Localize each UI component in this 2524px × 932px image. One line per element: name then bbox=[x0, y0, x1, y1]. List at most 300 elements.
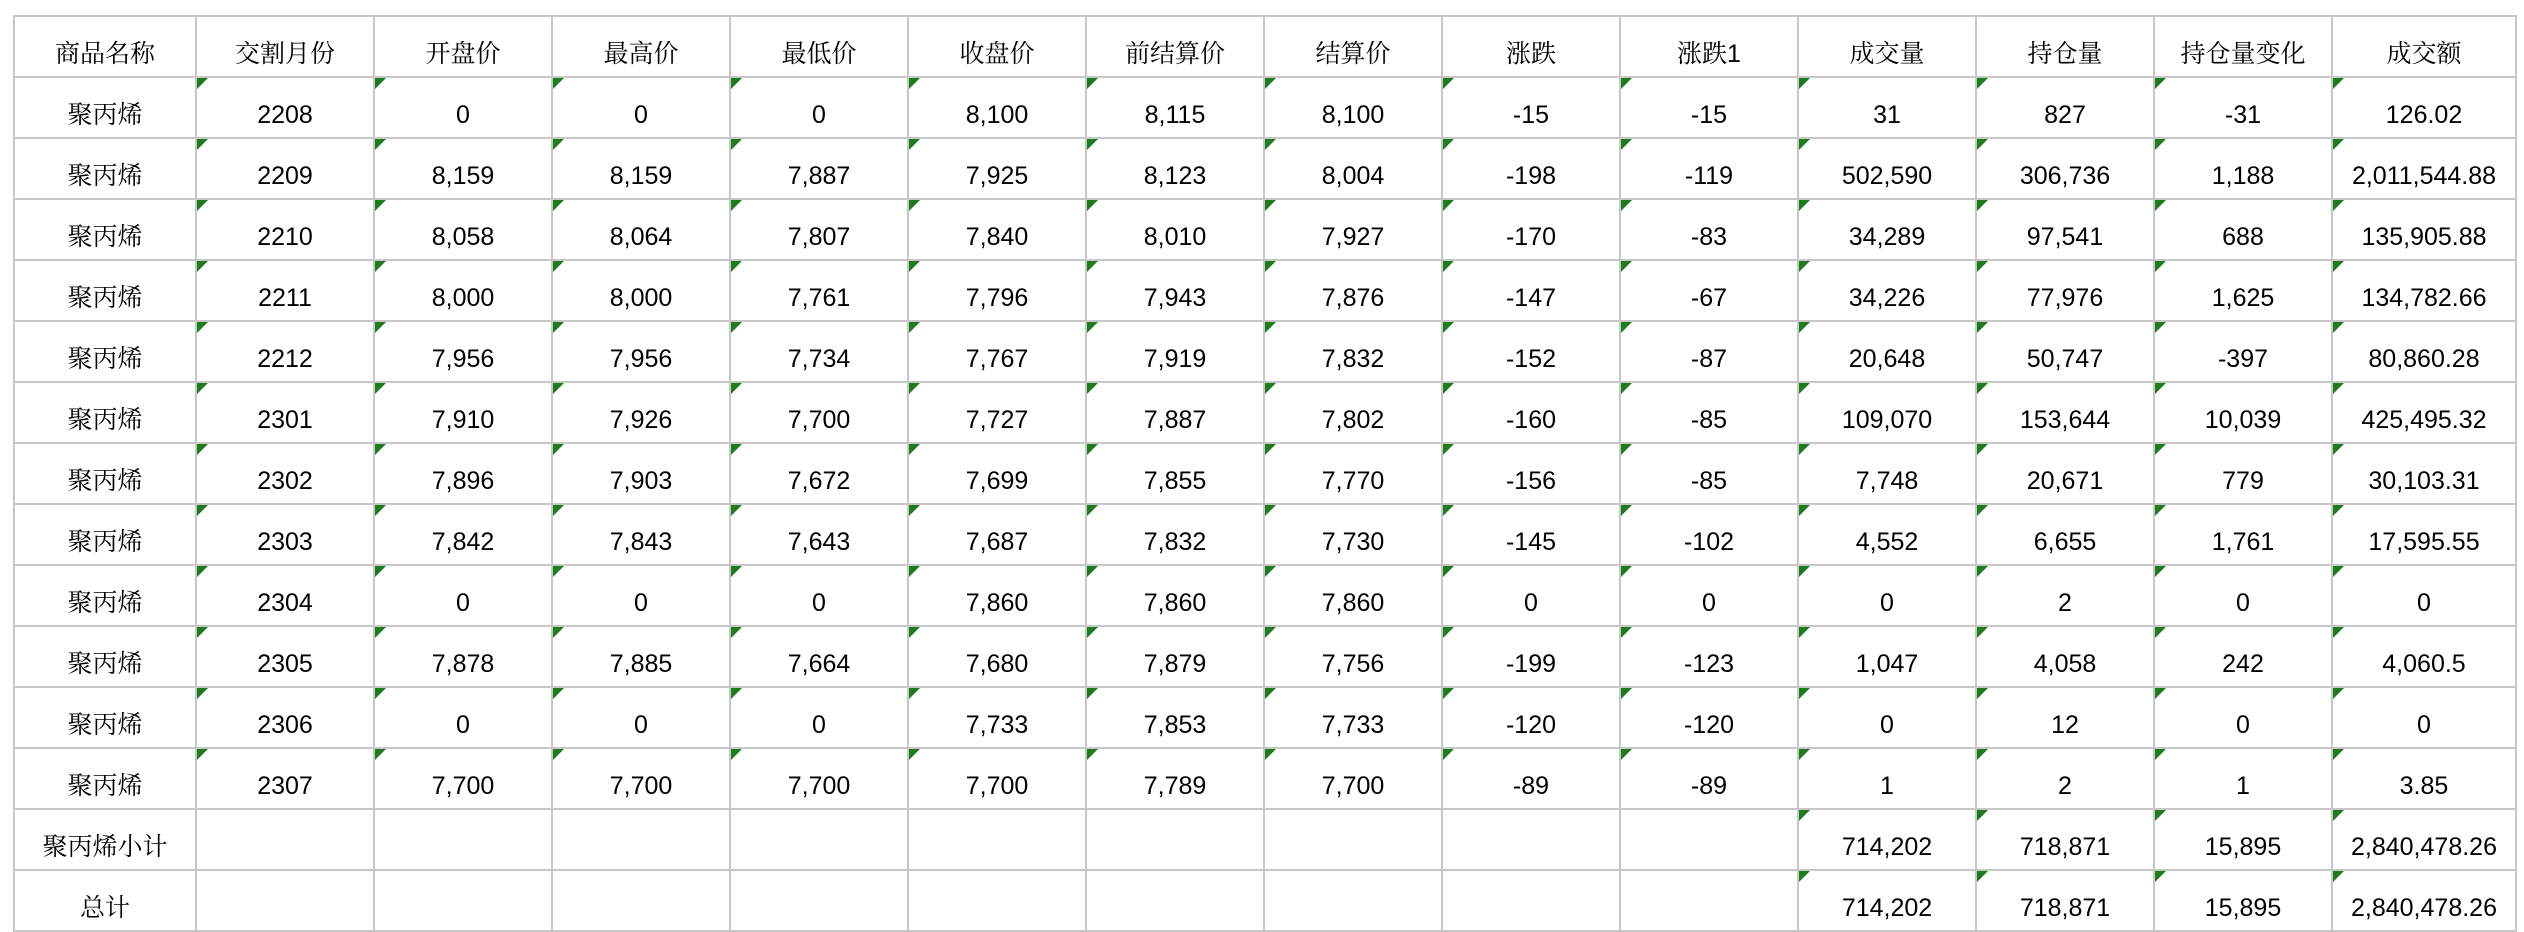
text-format-flag-icon bbox=[553, 627, 564, 638]
table-cell[interactable] bbox=[1798, 321, 1976, 382]
table-cell[interactable] bbox=[2332, 565, 2516, 626]
table-cell[interactable] bbox=[374, 748, 552, 809]
text-format-flag-icon bbox=[1977, 871, 1988, 882]
table-cell[interactable] bbox=[2332, 870, 2516, 931]
table-cell[interactable] bbox=[730, 565, 908, 626]
table-cell[interactable] bbox=[908, 77, 1086, 138]
column-header-cell[interactable]: 结算价 bbox=[1264, 16, 1442, 77]
table-cell[interactable] bbox=[2154, 443, 2332, 504]
table-cell[interactable] bbox=[1798, 504, 1976, 565]
column-header-cell[interactable]: 商品名称 bbox=[14, 16, 196, 77]
table-cell[interactable] bbox=[2154, 870, 2332, 931]
text-format-flag-icon bbox=[1799, 200, 1810, 211]
table-cell[interactable] bbox=[2154, 382, 2332, 443]
table-cell[interactable] bbox=[196, 504, 374, 565]
table-cell[interactable] bbox=[196, 565, 374, 626]
table-cell[interactable] bbox=[1798, 565, 1976, 626]
text-format-flag-icon bbox=[197, 139, 208, 150]
table-cell[interactable] bbox=[1976, 382, 2154, 443]
table-cell[interactable] bbox=[730, 870, 908, 931]
table-cell[interactable] bbox=[1264, 626, 1442, 687]
cell-value: 聚丙烯 bbox=[67, 284, 143, 313]
table-cell[interactable] bbox=[196, 382, 374, 443]
table-cell[interactable] bbox=[1442, 809, 1620, 870]
cell-value: 7,733 bbox=[965, 711, 1029, 740]
table-cell[interactable] bbox=[2332, 809, 2516, 870]
text-format-flag-icon bbox=[375, 200, 386, 211]
commodity-name-cell[interactable] bbox=[14, 504, 196, 565]
table-cell[interactable] bbox=[196, 260, 374, 321]
table-cell[interactable] bbox=[2332, 199, 2516, 260]
column-header-cell[interactable]: 成交额 bbox=[2332, 16, 2516, 77]
column-header-cell[interactable]: 持仓量 bbox=[1976, 16, 2154, 77]
text-format-flag-icon bbox=[731, 78, 742, 89]
commodity-name-cell[interactable] bbox=[14, 748, 196, 809]
table-cell[interactable] bbox=[1976, 809, 2154, 870]
table-cell[interactable] bbox=[908, 260, 1086, 321]
cell-value: 7,876 bbox=[1321, 284, 1385, 313]
column-header-cell[interactable]: 交割月份 bbox=[196, 16, 374, 77]
text-format-flag-icon bbox=[1621, 505, 1632, 516]
cell-value: 7,840 bbox=[965, 223, 1029, 252]
table-cell[interactable] bbox=[2154, 748, 2332, 809]
cell-value: 8,010 bbox=[1143, 223, 1207, 252]
table-cell[interactable] bbox=[730, 260, 908, 321]
commodity-name-cell[interactable] bbox=[14, 138, 196, 199]
table-cell[interactable] bbox=[552, 748, 730, 809]
cell-value: 80,860.28 bbox=[2368, 345, 2480, 374]
column-header-cell[interactable]: 最高价 bbox=[552, 16, 730, 77]
table-cell[interactable] bbox=[1976, 626, 2154, 687]
table-cell[interactable] bbox=[1264, 260, 1442, 321]
table-cell[interactable] bbox=[1442, 565, 1620, 626]
commodity-name-cell[interactable] bbox=[14, 321, 196, 382]
commodity-name-cell[interactable] bbox=[14, 870, 196, 931]
table-cell[interactable] bbox=[1264, 687, 1442, 748]
table-cell[interactable] bbox=[1976, 870, 2154, 931]
table-cell[interactable] bbox=[908, 138, 1086, 199]
table-cell[interactable] bbox=[552, 199, 730, 260]
text-format-flag-icon bbox=[2333, 505, 2344, 516]
text-format-flag-icon bbox=[731, 505, 742, 516]
cell-value: 2210 bbox=[257, 223, 313, 252]
commodity-name-cell[interactable] bbox=[14, 77, 196, 138]
column-header-cell[interactable]: 最低价 bbox=[730, 16, 908, 77]
table-cell[interactable] bbox=[1798, 77, 1976, 138]
text-format-flag-icon bbox=[375, 444, 386, 455]
table-cell[interactable] bbox=[730, 809, 908, 870]
table-cell[interactable] bbox=[730, 504, 908, 565]
text-format-flag-icon bbox=[197, 78, 208, 89]
table-cell[interactable] bbox=[374, 687, 552, 748]
table-cell[interactable] bbox=[2332, 77, 2516, 138]
table-cell[interactable] bbox=[1976, 748, 2154, 809]
table-cell[interactable] bbox=[1976, 565, 2154, 626]
table-cell[interactable] bbox=[1620, 626, 1798, 687]
table-cell[interactable] bbox=[908, 382, 1086, 443]
table-cell[interactable] bbox=[2332, 321, 2516, 382]
cell-value: -87 bbox=[1690, 345, 1728, 374]
text-format-flag-icon bbox=[1443, 261, 1454, 272]
table-cell[interactable] bbox=[1086, 382, 1264, 443]
table-cell[interactable] bbox=[1264, 443, 1442, 504]
table-cell[interactable] bbox=[1620, 565, 1798, 626]
table-cell[interactable] bbox=[1798, 382, 1976, 443]
table-cell[interactable] bbox=[196, 138, 374, 199]
table-cell[interactable] bbox=[552, 687, 730, 748]
table-cell[interactable] bbox=[2332, 138, 2516, 199]
table-cell[interactable] bbox=[1086, 626, 1264, 687]
table-cell[interactable] bbox=[1798, 626, 1976, 687]
column-header-cell[interactable]: 涨跌 bbox=[1442, 16, 1620, 77]
table-cell[interactable] bbox=[1976, 138, 2154, 199]
table-cell[interactable] bbox=[1264, 870, 1442, 931]
table-cell[interactable] bbox=[2154, 77, 2332, 138]
text-format-flag-icon bbox=[909, 627, 920, 638]
cell-value: 0 bbox=[2417, 589, 2431, 618]
text-format-flag-icon bbox=[1621, 749, 1632, 760]
table-cell[interactable] bbox=[2332, 687, 2516, 748]
column-header-cell[interactable]: 前结算价 bbox=[1086, 16, 1264, 77]
cell-value: 0 bbox=[812, 101, 826, 130]
table-cell[interactable] bbox=[374, 321, 552, 382]
text-format-flag-icon bbox=[375, 688, 386, 699]
table-cell[interactable] bbox=[1264, 809, 1442, 870]
table-cell[interactable] bbox=[1976, 321, 2154, 382]
table-cell[interactable] bbox=[1086, 504, 1264, 565]
table-cell[interactable] bbox=[1442, 748, 1620, 809]
text-format-flag-icon bbox=[2333, 749, 2344, 760]
text-format-flag-icon bbox=[197, 505, 208, 516]
table-cell[interactable] bbox=[374, 138, 552, 199]
table-cell[interactable] bbox=[1798, 443, 1976, 504]
table-cell[interactable] bbox=[1264, 321, 1442, 382]
table-cell[interactable] bbox=[552, 626, 730, 687]
text-format-flag-icon bbox=[1087, 200, 1098, 211]
cell-value: 153,644 bbox=[2019, 406, 2111, 435]
table-cell[interactable] bbox=[1620, 504, 1798, 565]
table-cell[interactable] bbox=[2332, 504, 2516, 565]
cell-value: -145 bbox=[1505, 528, 1557, 557]
table-cell[interactable] bbox=[1086, 748, 1264, 809]
table-cell[interactable] bbox=[1442, 504, 1620, 565]
text-format-flag-icon bbox=[2333, 627, 2344, 638]
table-cell[interactable] bbox=[1086, 687, 1264, 748]
table-cell[interactable] bbox=[1442, 77, 1620, 138]
table-cell[interactable] bbox=[1620, 809, 1798, 870]
commodity-name-cell[interactable] bbox=[14, 199, 196, 260]
cell-value: -120 bbox=[1505, 711, 1557, 740]
table-cell[interactable] bbox=[552, 138, 730, 199]
text-format-flag-icon bbox=[1977, 688, 1988, 699]
commodity-name-cell[interactable] bbox=[14, 382, 196, 443]
table-cell[interactable] bbox=[2332, 382, 2516, 443]
table-row bbox=[14, 260, 2516, 321]
cell-value: 0 bbox=[2236, 711, 2250, 740]
cell-value: 7,796 bbox=[965, 284, 1029, 313]
table-cell[interactable] bbox=[196, 809, 374, 870]
cell-value: 0 bbox=[1524, 589, 1538, 618]
table-cell[interactable] bbox=[2332, 626, 2516, 687]
table-cell[interactable] bbox=[730, 321, 908, 382]
table-cell[interactable] bbox=[374, 626, 552, 687]
column-header-cell[interactable]: 开盘价 bbox=[374, 16, 552, 77]
table-cell[interactable] bbox=[2154, 565, 2332, 626]
table-cell[interactable] bbox=[1442, 199, 1620, 260]
table-cell[interactable] bbox=[374, 504, 552, 565]
cell-value: 31 bbox=[1873, 101, 1901, 130]
commodity-name-cell[interactable] bbox=[14, 809, 196, 870]
table-cell[interactable] bbox=[196, 77, 374, 138]
table-cell[interactable] bbox=[1086, 77, 1264, 138]
table-cell[interactable] bbox=[1620, 321, 1798, 382]
cell-value: -120 bbox=[1683, 711, 1735, 740]
table-cell[interactable] bbox=[196, 870, 374, 931]
table-cell[interactable] bbox=[1086, 260, 1264, 321]
cell-value: 2306 bbox=[257, 711, 313, 740]
table-cell[interactable] bbox=[1264, 748, 1442, 809]
text-format-flag-icon bbox=[1799, 627, 1810, 638]
text-format-flag-icon bbox=[1621, 627, 1632, 638]
table-cell[interactable] bbox=[1264, 138, 1442, 199]
table-cell[interactable] bbox=[374, 382, 552, 443]
table-cell[interactable] bbox=[1620, 260, 1798, 321]
cell-value: 3.85 bbox=[2399, 772, 2449, 801]
table-cell[interactable] bbox=[1798, 199, 1976, 260]
table-cell[interactable] bbox=[1976, 260, 2154, 321]
table-cell[interactable] bbox=[1442, 382, 1620, 443]
table-cell[interactable] bbox=[2332, 443, 2516, 504]
column-header-cell[interactable]: 涨跌1 bbox=[1620, 16, 1798, 77]
table-cell[interactable] bbox=[374, 565, 552, 626]
table-cell[interactable] bbox=[374, 260, 552, 321]
table-cell[interactable] bbox=[374, 77, 552, 138]
table-cell[interactable] bbox=[1442, 687, 1620, 748]
commodity-name-cell[interactable] bbox=[14, 626, 196, 687]
table-cell[interactable] bbox=[2154, 199, 2332, 260]
table-cell[interactable] bbox=[1086, 565, 1264, 626]
column-header-cell[interactable]: 成交量 bbox=[1798, 16, 1976, 77]
text-format-flag-icon bbox=[1087, 383, 1098, 394]
table-cell[interactable] bbox=[1264, 382, 1442, 443]
cell-value: 7,767 bbox=[965, 345, 1029, 374]
table-cell[interactable] bbox=[2332, 748, 2516, 809]
table-cell[interactable] bbox=[196, 687, 374, 748]
table-cell[interactable] bbox=[374, 199, 552, 260]
table-cell[interactable] bbox=[1976, 443, 2154, 504]
table-cell[interactable] bbox=[1264, 504, 1442, 565]
text-format-flag-icon bbox=[1443, 200, 1454, 211]
table-cell[interactable] bbox=[1442, 870, 1620, 931]
cell-value: 7,956 bbox=[609, 345, 673, 374]
table-cell[interactable] bbox=[1798, 748, 1976, 809]
cell-value: 0 bbox=[1702, 589, 1716, 618]
table-cell[interactable] bbox=[1086, 321, 1264, 382]
cell-value: -89 bbox=[1512, 772, 1550, 801]
table-cell[interactable] bbox=[196, 443, 374, 504]
table-cell[interactable] bbox=[1620, 687, 1798, 748]
cell-value: 1 bbox=[2236, 772, 2250, 801]
cell-value: 2211 bbox=[258, 284, 312, 313]
table-cell[interactable] bbox=[2154, 809, 2332, 870]
cell-value: 7,832 bbox=[1143, 528, 1207, 557]
cell-value: 7,733 bbox=[1321, 711, 1385, 740]
table-cell[interactable] bbox=[1620, 748, 1798, 809]
column-header-cell[interactable]: 持仓量变化 bbox=[2154, 16, 2332, 77]
cell-value: 2302 bbox=[257, 467, 313, 496]
table-cell[interactable] bbox=[552, 870, 730, 931]
table-cell[interactable] bbox=[730, 626, 908, 687]
table-cell[interactable] bbox=[908, 443, 1086, 504]
cell-value: 7,919 bbox=[1143, 345, 1207, 374]
commodity-name-cell[interactable] bbox=[14, 260, 196, 321]
cell-value: 17,595.55 bbox=[2368, 528, 2480, 557]
table-cell[interactable] bbox=[552, 77, 730, 138]
table-cell[interactable] bbox=[1442, 260, 1620, 321]
table-cell[interactable] bbox=[1086, 138, 1264, 199]
text-format-flag-icon bbox=[2333, 383, 2344, 394]
column-header-cell[interactable]: 收盘价 bbox=[908, 16, 1086, 77]
table-cell[interactable] bbox=[1620, 138, 1798, 199]
table-cell[interactable] bbox=[1086, 443, 1264, 504]
table-cell[interactable] bbox=[908, 687, 1086, 748]
text-format-flag-icon bbox=[909, 505, 920, 516]
commodity-name-cell[interactable] bbox=[14, 565, 196, 626]
table-cell[interactable] bbox=[1442, 138, 1620, 199]
table-cell[interactable] bbox=[908, 199, 1086, 260]
text-format-flag-icon bbox=[2333, 139, 2344, 150]
table-cell[interactable] bbox=[1264, 565, 1442, 626]
table-cell[interactable] bbox=[2154, 138, 2332, 199]
table-cell[interactable] bbox=[730, 748, 908, 809]
table-cell[interactable] bbox=[1976, 199, 2154, 260]
table-row bbox=[14, 199, 2516, 260]
text-format-flag-icon bbox=[2155, 871, 2166, 882]
table-cell[interactable] bbox=[196, 321, 374, 382]
table-cell[interactable] bbox=[2332, 260, 2516, 321]
table-cell[interactable] bbox=[1798, 809, 1976, 870]
table-cell[interactable] bbox=[908, 321, 1086, 382]
cell-value: 1 bbox=[1880, 772, 1894, 801]
table-cell[interactable] bbox=[908, 748, 1086, 809]
table-cell[interactable] bbox=[1620, 77, 1798, 138]
table-cell[interactable] bbox=[730, 77, 908, 138]
table-cell[interactable] bbox=[552, 260, 730, 321]
text-format-flag-icon bbox=[1977, 261, 1988, 272]
table-cell[interactable] bbox=[374, 809, 552, 870]
table-cell[interactable] bbox=[552, 504, 730, 565]
text-format-flag-icon bbox=[1977, 383, 1988, 394]
table-cell[interactable] bbox=[730, 382, 908, 443]
text-format-flag-icon bbox=[375, 139, 386, 150]
cell-value: 聚丙烯 bbox=[67, 711, 143, 740]
text-format-flag-icon bbox=[2333, 78, 2344, 89]
text-format-flag-icon bbox=[1799, 688, 1810, 699]
text-format-flag-icon bbox=[1443, 688, 1454, 699]
table-cell[interactable] bbox=[730, 443, 908, 504]
table-cell[interactable] bbox=[1442, 626, 1620, 687]
table-cell[interactable] bbox=[1620, 382, 1798, 443]
text-format-flag-icon bbox=[1799, 566, 1810, 577]
table-cell[interactable] bbox=[908, 626, 1086, 687]
table-cell[interactable] bbox=[1620, 443, 1798, 504]
table-cell[interactable] bbox=[374, 443, 552, 504]
table-cell[interactable] bbox=[1086, 809, 1264, 870]
table-cell[interactable] bbox=[552, 809, 730, 870]
table-cell[interactable] bbox=[2154, 687, 2332, 748]
table-cell[interactable] bbox=[552, 382, 730, 443]
table-cell[interactable] bbox=[196, 748, 374, 809]
cell-value: 0 bbox=[456, 711, 470, 740]
table-cell[interactable] bbox=[1798, 138, 1976, 199]
text-format-flag-icon bbox=[1443, 627, 1454, 638]
table-cell[interactable] bbox=[730, 138, 908, 199]
commodity-name-cell[interactable] bbox=[14, 687, 196, 748]
table-cell[interactable] bbox=[908, 809, 1086, 870]
table-row bbox=[14, 504, 2516, 565]
cell-value: 聚丙烯 bbox=[67, 528, 143, 557]
table-cell[interactable] bbox=[2154, 260, 2332, 321]
text-format-flag-icon bbox=[2333, 261, 2344, 272]
cell-value: 1,625 bbox=[2211, 284, 2275, 313]
table-row bbox=[14, 382, 2516, 443]
table-cell[interactable] bbox=[908, 870, 1086, 931]
table-cell[interactable] bbox=[908, 565, 1086, 626]
table-cell[interactable] bbox=[552, 443, 730, 504]
table-cell[interactable] bbox=[1620, 199, 1798, 260]
cell-value: 2301 bbox=[257, 406, 313, 435]
table-cell[interactable] bbox=[196, 626, 374, 687]
text-format-flag-icon bbox=[2155, 383, 2166, 394]
table-cell[interactable] bbox=[1264, 199, 1442, 260]
text-format-flag-icon bbox=[553, 505, 564, 516]
table-cell[interactable] bbox=[2154, 626, 2332, 687]
table-cell[interactable] bbox=[1976, 77, 2154, 138]
table-cell[interactable] bbox=[1086, 199, 1264, 260]
cell-value: 779 bbox=[2222, 467, 2264, 496]
table-cell[interactable] bbox=[1264, 77, 1442, 138]
table-cell[interactable] bbox=[1798, 870, 1976, 931]
table-cell[interactable] bbox=[730, 199, 908, 260]
table-cell[interactable] bbox=[552, 565, 730, 626]
cell-value: 0 bbox=[2417, 711, 2431, 740]
table-cell[interactable] bbox=[374, 870, 552, 931]
table-cell[interactable] bbox=[2154, 321, 2332, 382]
text-format-flag-icon bbox=[1087, 505, 1098, 516]
cell-value: 7,903 bbox=[609, 467, 673, 496]
table-cell[interactable] bbox=[1442, 443, 1620, 504]
table-cell[interactable] bbox=[552, 321, 730, 382]
table-cell[interactable] bbox=[1798, 260, 1976, 321]
table-cell[interactable] bbox=[1442, 321, 1620, 382]
cell-value: 2 bbox=[2058, 589, 2072, 618]
table-cell[interactable] bbox=[1976, 504, 2154, 565]
table-cell[interactable] bbox=[1086, 870, 1264, 931]
cell-value: 7,887 bbox=[1143, 406, 1207, 435]
table-cell[interactable] bbox=[196, 199, 374, 260]
table-cell[interactable] bbox=[1620, 870, 1798, 931]
table-cell[interactable] bbox=[1798, 687, 1976, 748]
cell-value: 15,895 bbox=[2204, 833, 2282, 862]
cell-value: 8,004 bbox=[1321, 162, 1385, 191]
table-cell[interactable] bbox=[1976, 687, 2154, 748]
table-cell[interactable] bbox=[730, 687, 908, 748]
cell-value: 8,100 bbox=[965, 101, 1029, 130]
text-format-flag-icon bbox=[2155, 261, 2166, 272]
commodity-name-cell[interactable] bbox=[14, 443, 196, 504]
table-cell[interactable] bbox=[2154, 504, 2332, 565]
table-cell[interactable] bbox=[908, 504, 1086, 565]
